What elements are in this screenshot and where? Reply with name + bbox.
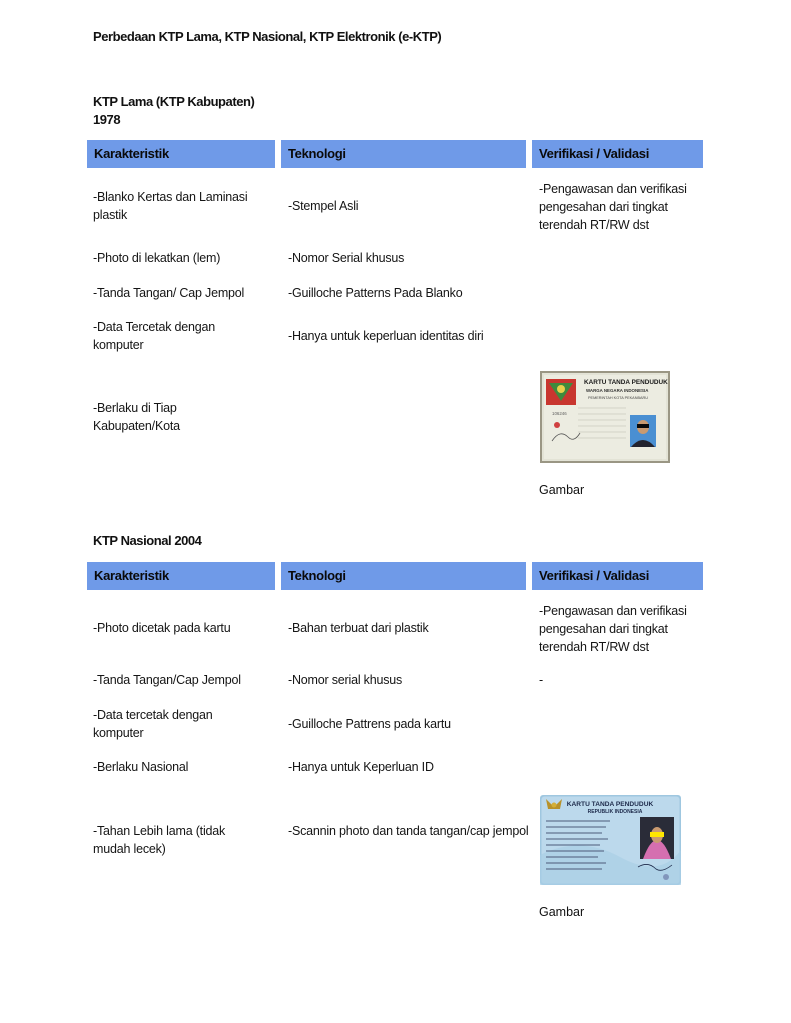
s1-header-verifikasi: Verifikasi / Validasi xyxy=(532,140,703,168)
s1-karakteristik-2: -Photo di lekatkan (lem) xyxy=(93,251,221,265)
s2-teknologi-3: -Guilloche Pattrens pada kartu xyxy=(288,717,451,731)
s1-karakteristik-3: -Tanda Tangan/ Cap Jempol xyxy=(93,286,245,300)
s2-teknologi-1: -Bahan terbuat dari plastik xyxy=(288,621,429,635)
s2-verifikasi-1: -Pengawasan dan verifikasi pengesahan dari tingkat terendah RT/RW dst xyxy=(539,604,687,654)
s1-card-title: KARTU TANDA PENDUDUK xyxy=(584,379,668,386)
ktp-nasional-card-image xyxy=(540,795,681,885)
s1-karakteristik-1: -Blanko Kertas dan Laminasi plastik xyxy=(93,190,248,222)
s2-card-title: KARTU TANDA PENDUDUK xyxy=(566,801,654,808)
s1-image-caption: Gambar xyxy=(539,483,585,497)
s2-teknologi-4: -Hanya untuk Keperluan ID xyxy=(288,760,434,774)
s2-karakteristik-2: -Tanda Tangan/Cap Jempol xyxy=(93,673,241,687)
section1-year: 1978 xyxy=(93,112,121,127)
s2-karakteristik-1: -Photo dicetak pada kartu xyxy=(93,621,231,635)
s2-card-subtitle: REPUBLIK INDONESIA xyxy=(587,809,643,815)
ktp-lama-card-image xyxy=(540,371,670,463)
s1-card-subtitle2: PEMERINTAH KOTA PEKANBARU xyxy=(588,396,648,400)
portrait-photo xyxy=(640,817,674,859)
s1-header-teknologi: Teknologi xyxy=(281,140,526,168)
s2-image-caption: Gambar xyxy=(539,905,585,919)
s2-karakteristik-4: -Berlaku Nasional xyxy=(93,760,189,774)
s1-card-subtitle1: WARGA NEGARA INDONESIA xyxy=(586,388,649,393)
s1-karakteristik-4: -Data Tercetak dengan komputer xyxy=(93,320,216,352)
hologram-icon xyxy=(663,874,669,880)
section1-title: KTP Lama (KTP Kabupaten) xyxy=(93,94,255,109)
portrait-photo xyxy=(630,415,656,447)
s1-header-karakteristik: Karakteristik xyxy=(87,140,275,168)
s2-header-teknologi: Teknologi xyxy=(281,562,526,590)
s2-header-karakteristik: Karakteristik xyxy=(87,562,275,590)
s2-teknologi-2: -Nomor serial khusus xyxy=(288,673,403,687)
s1-karakteristik-5: -Berlaku di Tiap Kabupaten/Kota xyxy=(93,401,180,433)
s1-teknologi-2: -Nomor Serial khusus xyxy=(288,251,405,265)
document-title: Perbedaan KTP Lama, KTP Nasional, KTP Elektronik (e-KTP) xyxy=(93,29,442,44)
section2-title: KTP Nasional 2004 xyxy=(93,533,202,548)
s1-verifikasi-1: -Pengawasan dan verifikasi pengesahan dari tingkat terendah RT/RW dst xyxy=(539,182,687,232)
s1-teknologi-3: -Guilloche Patterns Pada Blanko xyxy=(288,286,463,300)
garuda-emblem-icon xyxy=(546,379,576,405)
s2-karakteristik-5: -Tahan Lebih lama (tidak mudah lecek) xyxy=(93,824,226,856)
s2-header-verifikasi: Verifikasi / Validasi xyxy=(532,562,703,590)
s2-verifikasi-2: - xyxy=(539,673,543,687)
s1-card-serial: 106246 xyxy=(552,411,567,416)
red-stamp-icon xyxy=(554,422,560,428)
s1-teknologi-4: -Hanya untuk keperluan identitas diri xyxy=(288,329,484,343)
s2-teknologi-5: -Scannin photo dan tanda tangan/cap jempol xyxy=(288,824,529,838)
s2-karakteristik-3: -Data tercetak dengan komputer xyxy=(93,708,213,740)
s1-teknologi-1: -Stempel Asli xyxy=(288,199,359,213)
